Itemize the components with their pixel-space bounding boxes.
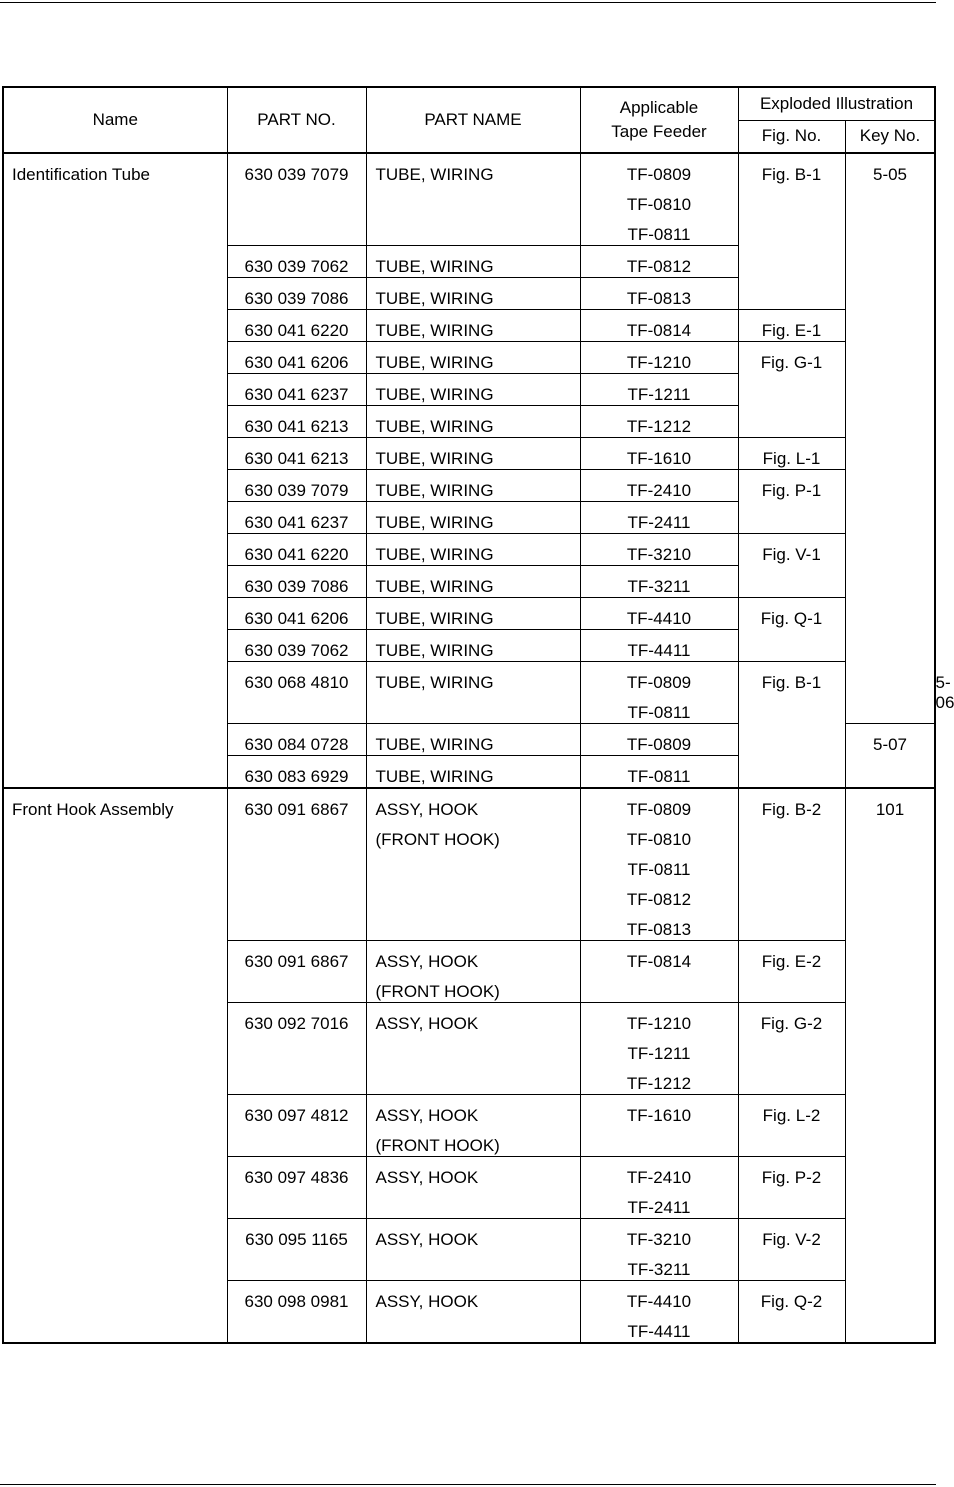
part-name	[366, 278, 580, 310]
part-name	[366, 406, 580, 438]
feeder-model: TF-0814	[626, 321, 692, 340]
table-row	[3, 153, 935, 246]
applicable-tape-feeder	[580, 1281, 738, 1344]
part-name-line: TUBE, WIRING	[375, 449, 494, 468]
feeder-model: TF-1212	[626, 417, 692, 436]
part-name-line: TUBE, WIRING	[375, 321, 494, 340]
feeder-model: TF-0810	[626, 830, 692, 849]
feeder-model: TF-4411	[627, 641, 691, 660]
applicable-tape-feeder	[580, 1219, 738, 1281]
fig-no: Fig. L-1	[738, 438, 845, 470]
part-name	[366, 788, 580, 941]
fig-no: Fig. P-1	[738, 470, 845, 534]
header-exploded-illustration: Exploded Illustration	[738, 87, 935, 120]
key-no: 5-05	[845, 153, 935, 724]
fig-no: Fig. P-2	[738, 1157, 845, 1219]
part-name	[366, 502, 580, 534]
feeder-model: TF-3211	[627, 577, 691, 596]
part-name	[366, 310, 580, 342]
key-no: 101	[845, 788, 935, 1343]
applicable-tape-feeder	[580, 310, 738, 342]
applicable-tape-feeder	[580, 502, 738, 534]
part-name	[366, 1219, 580, 1281]
feeder-model: TF-2411	[627, 1198, 691, 1217]
table-row	[3, 788, 935, 941]
fig-no: Fig. B-1	[738, 153, 845, 310]
feeder-model: TF-1210	[626, 1014, 692, 1033]
part-no: 630 039 7086	[227, 566, 366, 598]
part-name	[366, 1003, 580, 1095]
applicable-tape-feeder	[580, 1095, 738, 1157]
part-no: 630 039 7062	[227, 630, 366, 662]
header-feeder-line2: Tape Feeder	[611, 122, 707, 141]
applicable-tape-feeder	[580, 788, 738, 941]
part-name	[366, 1281, 580, 1344]
part-name-line: TUBE, WIRING	[375, 577, 494, 596]
feeder-model: TF-0813	[626, 920, 692, 939]
part-name-line: ASSY, HOOK	[375, 1014, 479, 1033]
part-name-line: TUBE, WIRING	[375, 165, 494, 184]
group-identification-tube	[3, 153, 954, 788]
part-no: 630 068 4810	[227, 662, 366, 724]
applicable-tape-feeder	[580, 630, 738, 662]
feeder-model: TF-0809	[626, 735, 692, 754]
fig-no: Fig. B-2	[738, 788, 845, 941]
feeder-model: TF-1210	[626, 353, 692, 372]
part-name	[366, 756, 580, 789]
table-row: 630 068 4810 TUBE, WIRING TF-0809 TF-0811 Fig. B-1 5-06	[3, 662, 935, 724]
part-no: 630 097 4836	[227, 1157, 366, 1219]
part-name	[366, 438, 580, 470]
fig-no: Fig. G-1	[738, 342, 845, 438]
feeder-model: TF-0812	[626, 257, 692, 276]
feeder-model: TF-2411	[627, 513, 691, 532]
feeder-model: TF-3211	[627, 1260, 691, 1279]
header-name: Name	[3, 87, 227, 153]
item-name: Identification Tube	[3, 153, 227, 788]
feeder-model: TF-0811	[627, 860, 691, 879]
header-applicable-tape-feeder	[580, 87, 738, 153]
part-no: 630 041 6213	[227, 438, 366, 470]
part-name	[366, 1157, 580, 1219]
applicable-tape-feeder	[580, 153, 738, 246]
feeder-model: TF-1610	[626, 449, 692, 468]
part-name	[366, 630, 580, 662]
applicable-tape-feeder	[580, 438, 738, 470]
part-name-line: TUBE, WIRING	[375, 417, 494, 436]
part-no: 630 095 1165	[227, 1219, 366, 1281]
part-no: 630 039 7086	[227, 278, 366, 310]
applicable-tape-feeder	[580, 566, 738, 598]
fig-no: Fig. V-1	[738, 534, 845, 598]
part-no: 630 041 6206	[227, 598, 366, 630]
feeder-model: TF-1211	[627, 385, 691, 404]
part-name	[366, 342, 580, 374]
part-no: 630 097 4812	[227, 1095, 366, 1157]
part-name-line: ASSY, HOOK	[375, 800, 479, 819]
feeder-model: TF-0811	[627, 703, 691, 722]
part-name	[366, 153, 580, 246]
part-no: 630 083 6929	[227, 756, 366, 789]
feeder-model: TF-0813	[626, 289, 692, 308]
applicable-tape-feeder	[580, 941, 738, 1003]
fig-no: Fig. G-2	[738, 1003, 845, 1095]
header-feeder-line1: Applicable	[619, 98, 699, 117]
feeder-model: TF-0809	[626, 800, 692, 819]
part-name-line: TUBE, WIRING	[375, 673, 494, 692]
feeder-model: TF-4411	[627, 1322, 691, 1341]
item-name: Front Hook Assembly	[3, 788, 227, 1343]
fig-no: Fig. Q-2	[738, 1281, 845, 1344]
part-name-line: TUBE, WIRING	[375, 609, 494, 628]
feeder-model: TF-4410	[626, 609, 692, 628]
part-name-line: ASSY, HOOK	[375, 1292, 479, 1311]
part-name-line: ASSY, HOOK	[375, 1106, 479, 1125]
part-name-line: TUBE, WIRING	[375, 735, 494, 754]
fig-no: Fig. E-1	[738, 310, 845, 342]
part-no: 630 041 6237	[227, 374, 366, 406]
applicable-tape-feeder	[580, 534, 738, 566]
applicable-tape-feeder	[580, 406, 738, 438]
fig-no: Fig. B-1	[738, 662, 845, 789]
applicable-tape-feeder	[580, 662, 738, 724]
part-name-line: TUBE, WIRING	[375, 481, 494, 500]
part-name	[366, 1095, 580, 1157]
feeder-model: TF-3210	[626, 1230, 692, 1249]
feeder-model: TF-3210	[626, 545, 692, 564]
part-name-line: TUBE, WIRING	[375, 385, 494, 404]
part-name	[366, 534, 580, 566]
part-name	[366, 246, 580, 278]
feeder-model: TF-1211	[627, 1044, 691, 1063]
applicable-tape-feeder	[580, 342, 738, 374]
top-rule	[0, 2, 936, 3]
header-key-no: Key No.	[845, 120, 935, 153]
fig-no: Fig. V-2	[738, 1219, 845, 1281]
header-part-no: PART NO.	[227, 87, 366, 153]
feeder-model: TF-1212	[626, 1074, 692, 1093]
bottom-rule	[0, 1484, 936, 1485]
part-name-line: ASSY, HOOK	[375, 952, 479, 971]
part-name-line: ASSY, HOOK	[375, 1230, 479, 1249]
applicable-tape-feeder	[580, 246, 738, 278]
group-front-hook-assembly	[3, 788, 935, 1343]
fig-no: Fig. Q-1	[738, 598, 845, 662]
part-no: 630 098 0981	[227, 1281, 366, 1344]
applicable-tape-feeder	[580, 1003, 738, 1095]
part-name-line: (FRONT HOOK)	[375, 830, 500, 849]
part-no: 630 041 6213	[227, 406, 366, 438]
part-name	[366, 662, 580, 724]
feeder-model: TF-0811	[627, 225, 691, 244]
part-name	[366, 374, 580, 406]
part-no: 630 091 6867	[227, 788, 366, 941]
part-name	[366, 566, 580, 598]
fig-no: Fig. L-2	[738, 1095, 845, 1157]
feeder-model: TF-2410	[626, 1168, 692, 1187]
feeder-model: TF-0814	[626, 952, 692, 971]
feeder-model: TF-0810	[626, 195, 692, 214]
part-no: 630 039 7079	[227, 470, 366, 502]
fig-no: Fig. E-2	[738, 941, 845, 1003]
table-header	[3, 87, 935, 153]
part-no: 630 041 6220	[227, 310, 366, 342]
part-name	[366, 470, 580, 502]
key-no: 5-07	[845, 724, 935, 789]
part-no: 630 091 6867	[227, 941, 366, 1003]
feeder-model: TF-4410	[626, 1292, 692, 1311]
feeder-model: TF-2410	[626, 481, 692, 500]
applicable-tape-feeder	[580, 470, 738, 502]
part-no: 630 041 6237	[227, 502, 366, 534]
part-no: 630 041 6206	[227, 342, 366, 374]
part-name-line: TUBE, WIRING	[375, 513, 494, 532]
parts-table	[2, 86, 954, 1344]
applicable-tape-feeder	[580, 1157, 738, 1219]
part-name-line: TUBE, WIRING	[375, 641, 494, 660]
header-part-name: PART NAME	[366, 87, 580, 153]
applicable-tape-feeder	[580, 278, 738, 310]
part-no: 630 039 7079	[227, 153, 366, 246]
feeder-model: TF-0809	[626, 165, 692, 184]
feeder-model: TF-1610	[626, 1106, 692, 1125]
applicable-tape-feeder	[580, 374, 738, 406]
part-no: 630 084 0728	[227, 724, 366, 756]
applicable-tape-feeder	[580, 756, 738, 789]
feeder-model: TF-0809	[626, 673, 692, 692]
part-name-line: TUBE, WIRING	[375, 353, 494, 372]
part-name	[366, 598, 580, 630]
applicable-tape-feeder	[580, 598, 738, 630]
part-name-line: ASSY, HOOK	[375, 1168, 479, 1187]
feeder-model: TF-0811	[627, 767, 691, 786]
part-name-line: TUBE, WIRING	[375, 289, 494, 308]
part-name-line: TUBE, WIRING	[375, 545, 494, 564]
part-name	[366, 724, 580, 756]
part-name-line: TUBE, WIRING	[375, 767, 494, 786]
part-name-line: (FRONT HOOK)	[375, 1136, 500, 1155]
part-no: 630 092 7016	[227, 1003, 366, 1095]
part-no: 630 041 6220	[227, 534, 366, 566]
part-name	[366, 941, 580, 1003]
part-no: 630 039 7062	[227, 246, 366, 278]
header-fig-no: Fig. No.	[738, 120, 845, 153]
feeder-model: TF-0812	[626, 890, 692, 909]
part-name-line: TUBE, WIRING	[375, 257, 494, 276]
applicable-tape-feeder	[580, 724, 738, 756]
part-name-line: (FRONT HOOK)	[375, 982, 500, 1001]
